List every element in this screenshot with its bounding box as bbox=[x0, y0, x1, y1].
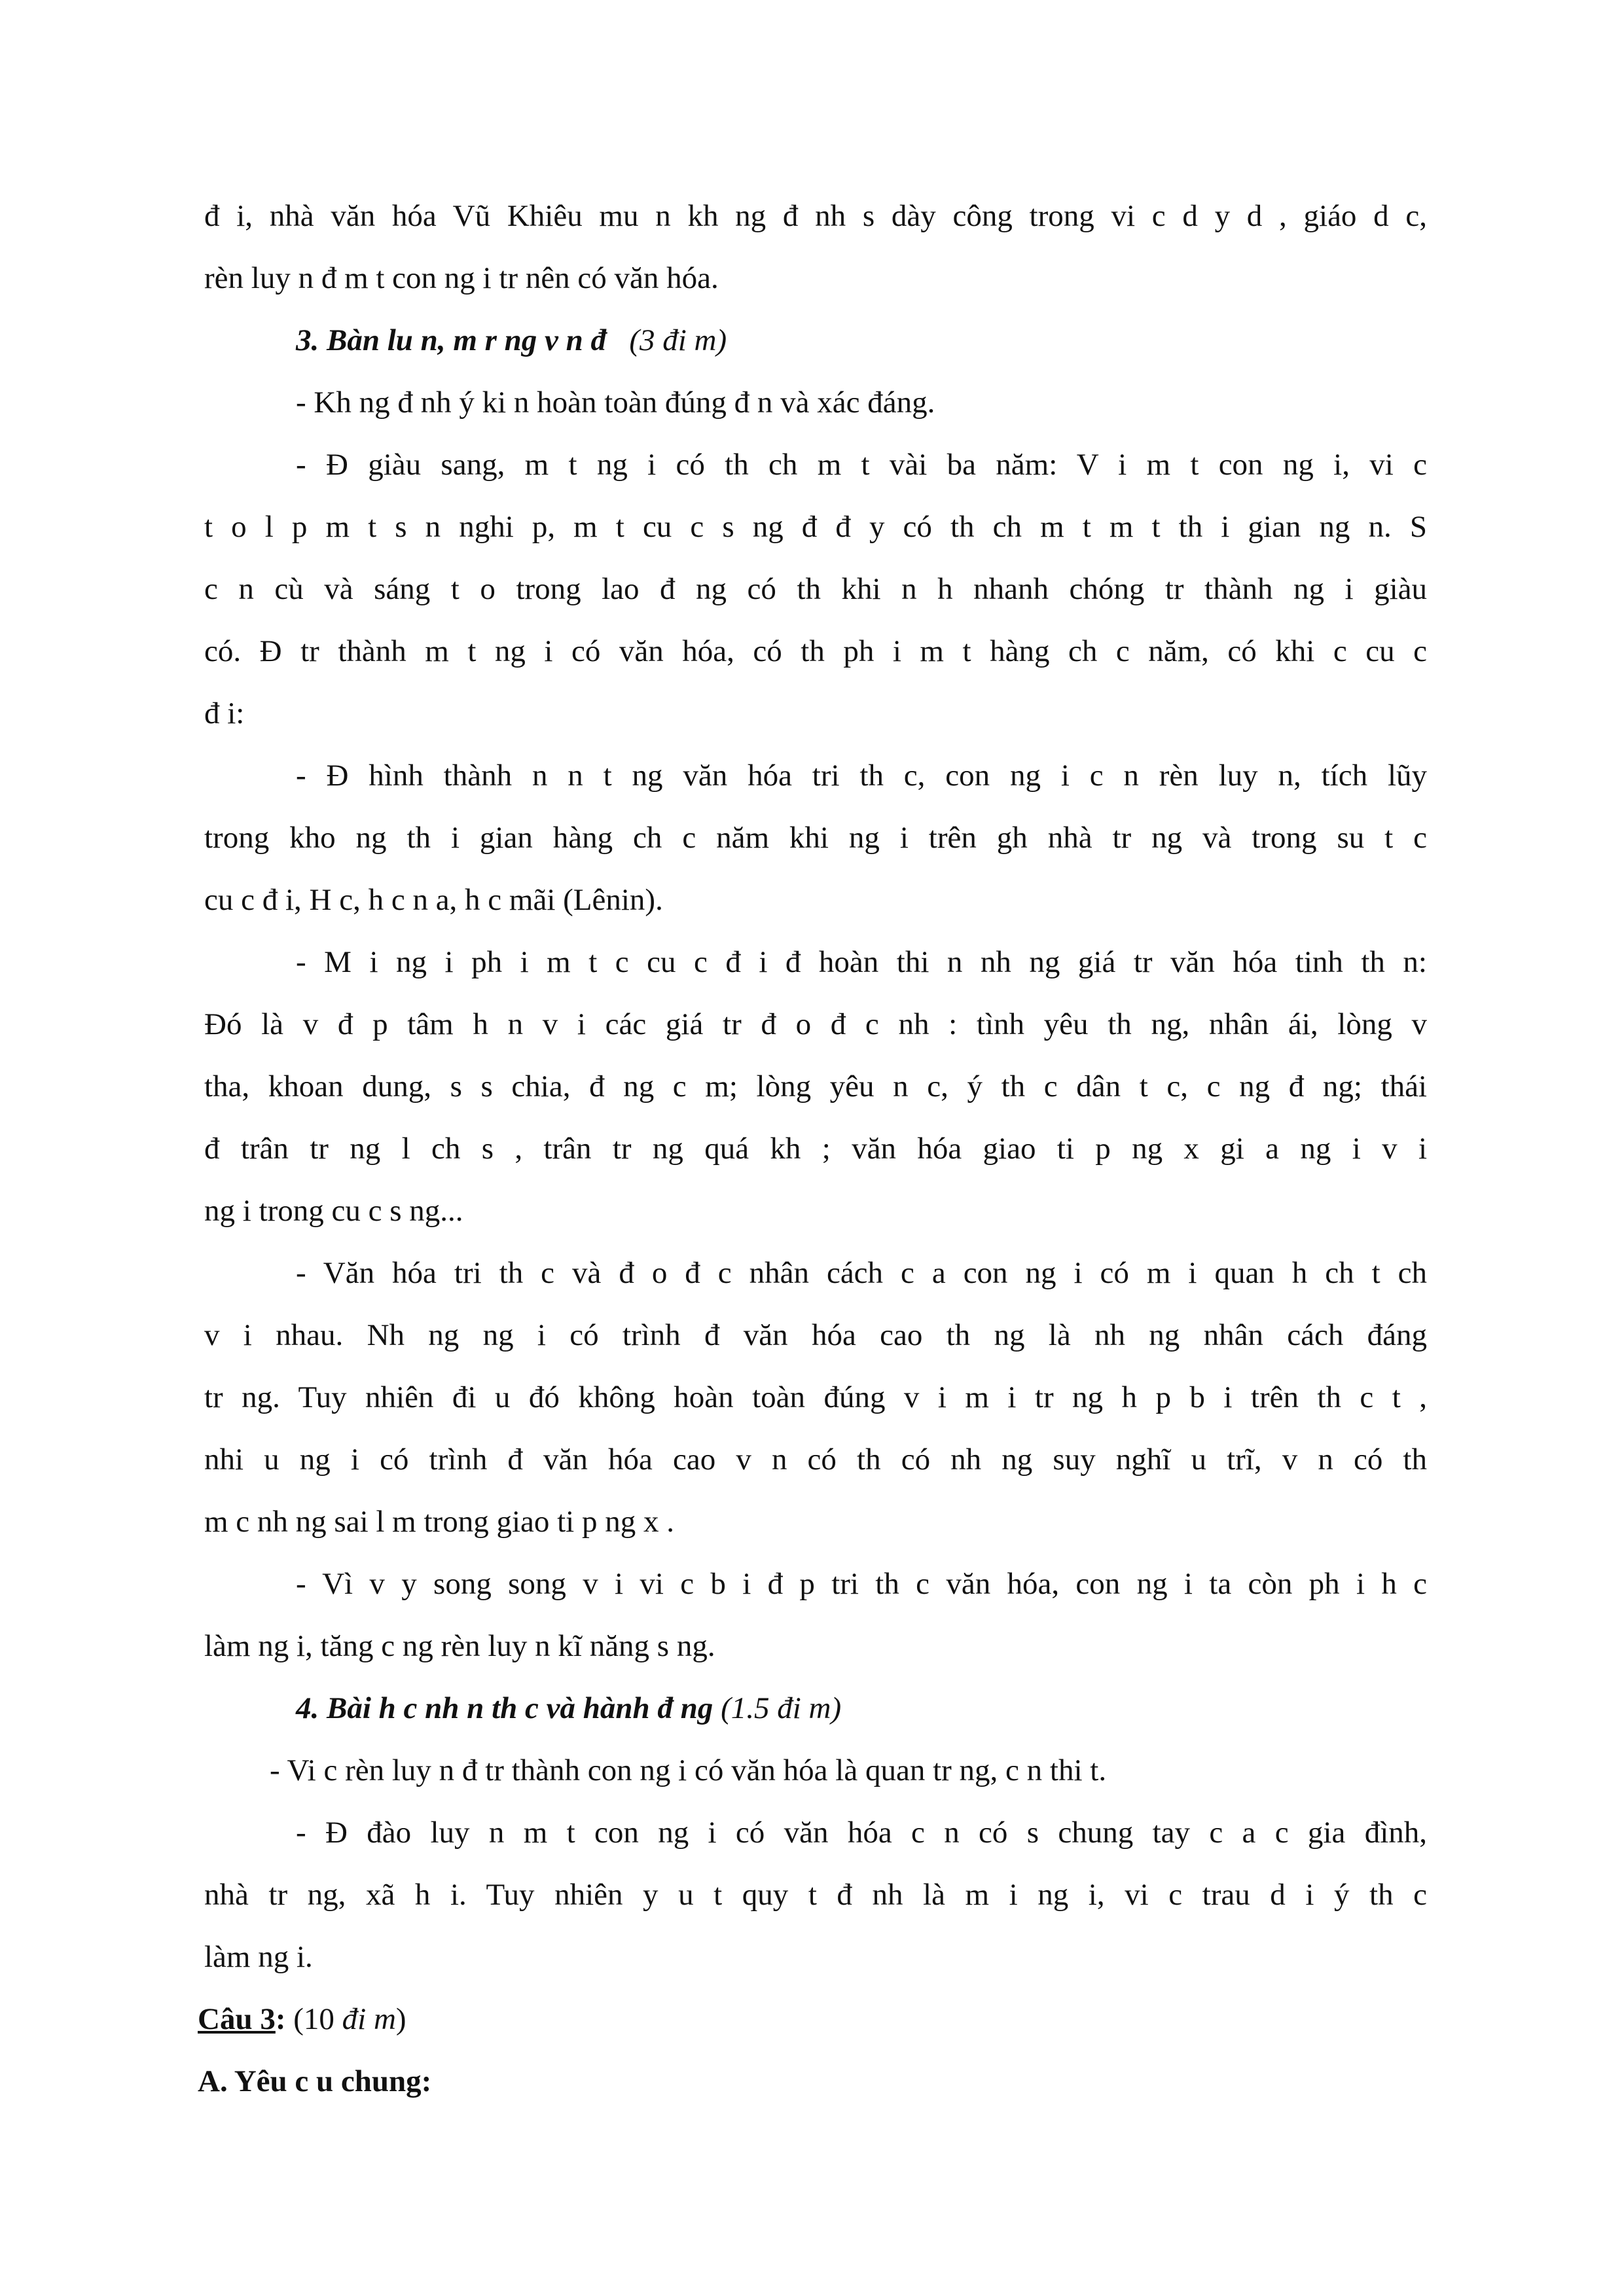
body-line: m c nh ng sai l m trong giao ti p ng x . bbox=[204, 1505, 674, 1539]
question-3-label: Câu 3 bbox=[198, 2002, 276, 2036]
body-line: - Đ hình thành n n t ng văn hóa tri th c, con ng i c n rèn luy n, tích lũy bbox=[296, 759, 1427, 793]
body-line: làm ng i. bbox=[204, 1940, 313, 1974]
body-line: t o l p m t s n nghi p, m t cu c s ng đ đ y có th ch m t m t th i gian ng n. S bbox=[204, 510, 1427, 544]
body-line: - Vi c rèn luy n đ tr thành con ng i có văn hóa là quan tr ng, c n thi t. bbox=[270, 1753, 1107, 1787]
section-a-heading: A. Yêu c u chung: bbox=[198, 2064, 432, 2098]
body-line: c n cù và sáng t o trong lao đ ng có th khi n h nhanh chóng tr thành ng i giàu bbox=[204, 572, 1427, 606]
body-line: nhà tr ng, xã h i. Tuy nhiên y u t quy t đ nh là m i ng i, vi c trau d i ý th c bbox=[204, 1878, 1427, 1912]
section-4-heading bbox=[296, 1689, 841, 1728]
body-line: - Kh ng đ nh ý ki n hoàn toàn đúng đ n và xác đáng. bbox=[296, 386, 935, 420]
body-line: - Đ giàu sang, m t ng i có th ch m t vài ba năm: V i m t con ng i, vi c bbox=[296, 448, 1427, 482]
question-3-score-close: ) bbox=[395, 2002, 406, 2036]
section-3-heading bbox=[296, 321, 727, 360]
section-3-title: 3. Bàn lu n, m r ng v n đ bbox=[296, 323, 607, 357]
body-line: đ trân tr ng l ch s , trân tr ng quá kh ; văn hóa giao ti p ng x gi a ng i v i bbox=[204, 1132, 1427, 1166]
question-3-score-word: đi m bbox=[342, 2002, 396, 2036]
section-4-score: (1.5 đi m) bbox=[721, 1691, 842, 1725]
question-3-colon: : bbox=[275, 2002, 286, 2036]
body-line: nhi u ng i có trình đ văn hóa cao v n có th có nh ng suy nghĩ u trĩ, v n có th bbox=[204, 1443, 1427, 1477]
body-line: tr ng. Tuy nhiên đi u đó không hoàn toàn đúng v i m i tr ng h p b i trên th c t , bbox=[204, 1380, 1427, 1414]
question-3-score-open: (10 bbox=[293, 2002, 334, 2036]
body-line: - Đ đào luy n m t con ng i có văn hóa c n có s chung tay c a c gia đình, bbox=[296, 1816, 1427, 1850]
body-line: rèn luy n đ m t con ng i tr nên có văn hóa. bbox=[204, 261, 719, 295]
section-4-title: 4. Bài h c nh n th c và hành đ ng bbox=[296, 1691, 713, 1725]
body-line: - M i ng i ph i m t c cu c đ i đ hoàn thi n nh ng giá tr văn hóa tinh th n: bbox=[296, 945, 1427, 979]
body-line: ng i trong cu c s ng... bbox=[204, 1194, 463, 1228]
body-line: có. Đ tr thành m t ng i có văn hóa, có th ph i m t hàng ch c năm, có khi c cu c bbox=[204, 634, 1427, 668]
question-3-heading bbox=[198, 2000, 406, 2039]
body-line: đ i, nhà văn hóa Vũ Khiêu mu n kh ng đ nh s dày công trong vi c d y d , giáo d c, bbox=[204, 199, 1427, 233]
body-line: tha, khoan dung, s s chia, đ ng c m; lòng yêu n c, ý th c dân t c, c ng đ ng; thái bbox=[204, 1069, 1427, 1103]
body-line: - Vì v y song song v i vi c b i đ p tri th c văn hóa, con ng i ta còn ph i h c bbox=[296, 1567, 1427, 1601]
body-line: Đó là v đ p tâm h n v i các giá tr đ o đ c nh : tình yêu th ng, nhân ái, lòng v bbox=[204, 1007, 1427, 1041]
body-line: - Văn hóa tri th c và đ o đ c nhân cách c a con ng i có m i quan h ch t ch bbox=[296, 1256, 1427, 1290]
body-line: làm ng i, tăng c ng rèn luy n kĩ năng s ng. bbox=[204, 1629, 715, 1663]
body-line: đ i: bbox=[204, 696, 245, 730]
section-3-score: (3 đi m) bbox=[629, 323, 727, 357]
body-line: cu c đ i, H c, h c n a, h c mãi (Lênin). bbox=[204, 883, 663, 917]
body-line: trong kho ng th i gian hàng ch c năm khi ng i trên gh nhà tr ng và trong su t c bbox=[204, 821, 1427, 855]
body-line: v i nhau. Nh ng ng i có trình đ văn hóa cao th ng là nh ng nhân cách đáng bbox=[204, 1318, 1427, 1352]
